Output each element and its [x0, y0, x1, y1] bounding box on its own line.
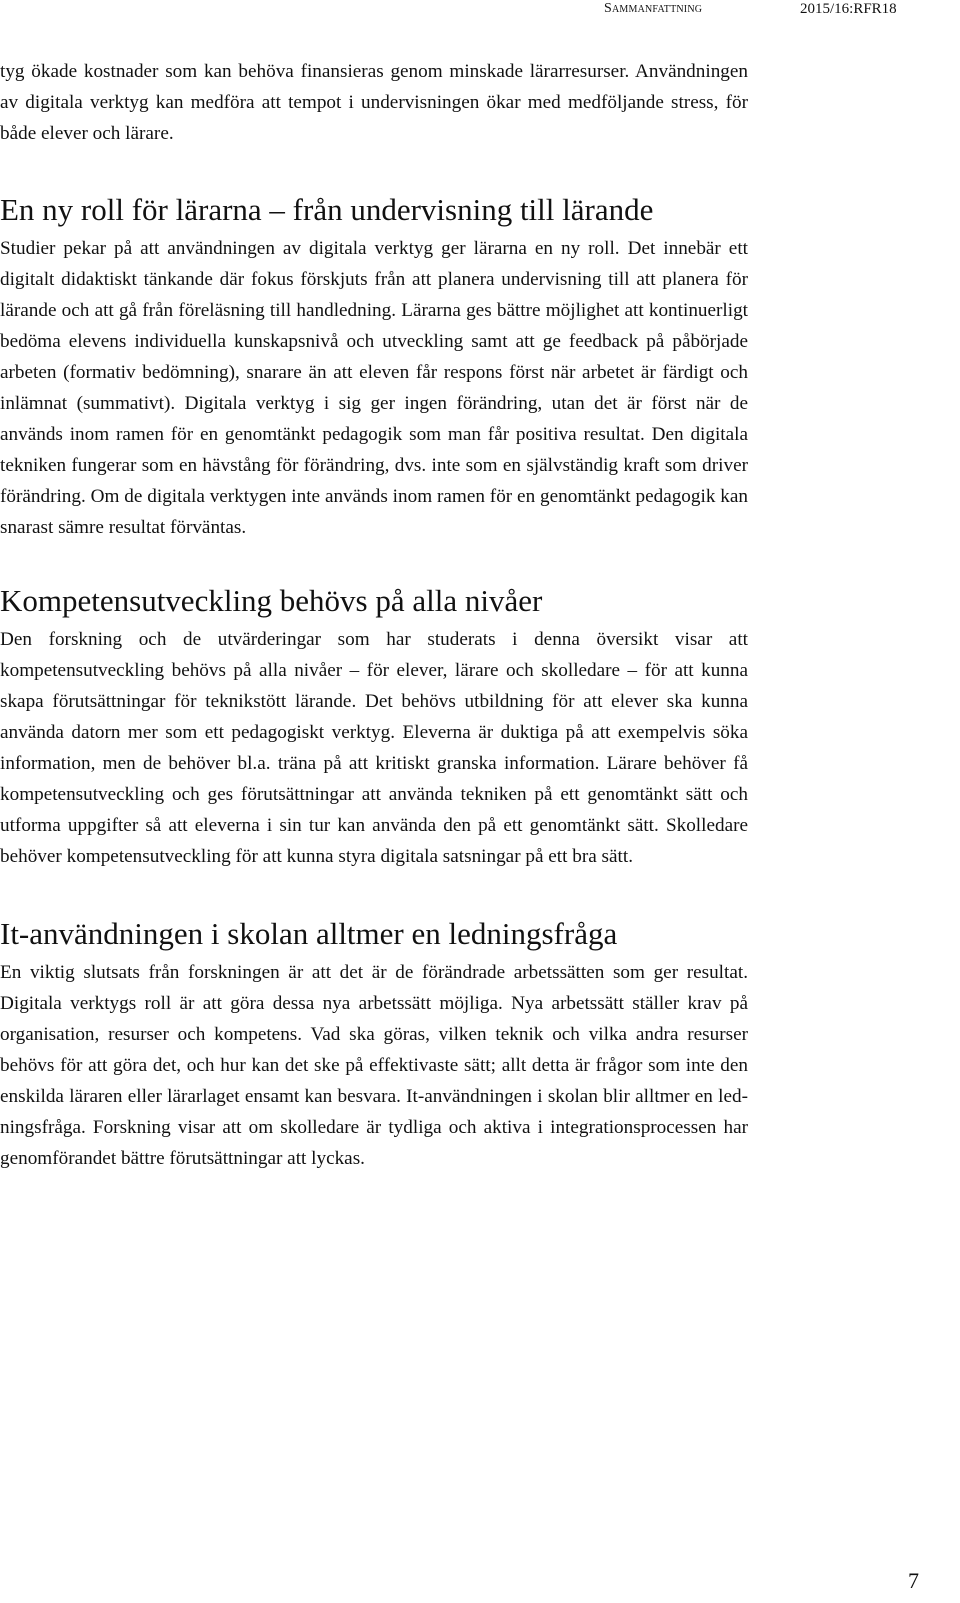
paragraph-new-teacher-role: Studier pekar på att användningen av digitala verktyg ger lärarna en ny roll. Det innebär ett digitalt didaktiskt tänkande där fokus förskjuts från att planera undervisning till att planera för lärande och att gå från föreläsning till handledning. Lärarna ges bättre möjlighet att kontinuerligt bedöma elevens individuella kunskapsnivå och utveckling samt att ge feedback på påbörjade arbeten (formativ bedömning), snarare än att eleven får respons först när arbetet är färdigt och inlämnat (summativt). Digitala verktyg i sig ger ingen förändring, utan det är först när de används inom ramen för en genomtänkt pedagogik som man får positiva resultat. Den digitala tekniken fungerar som en hävstång för förändring, dvs. inte som en självständig kraft som driver förändring. Om de digitala verktygen inte används inom ramen för en genomtänkt pedagogik kan snarast sämre resultat förväntas. [0, 238, 748, 538]
heading-it-leadership: It-användningen i skolan alltmer en ledningsfråga [0, 916, 618, 951]
paragraph-it-leadership: En viktig slutsats från forskningen är att det är de förändrade arbetssätten som ger resultat. Digitala verktygs roll är att göra dessa nya arbetssätt möjliga. Nya arbetssätt ställer krav på organisation, resurser och kompetens. Vad ska göras, vilken teknik och vilka andra resurser behövs för att göra det, och hur kan det ske på effektivaste sätt; allt detta är frågor som inte den enskilda läraren eller lärarlaget ensamt kan besvara. It-användningen i skolan blir alltmer en ledningsfråga. Forskning visar att om skolledare är tydliga och aktiva i integrationsprocessen har genomförandet bättre förutsättningar att lyckas. [0, 962, 748, 1169]
running-header-section: Sammanfattning [604, 1, 703, 16]
paragraph-competence-development: Den forskning och de utvärderingar som har studerats i denna översikt visar att kompetensutveckling behövs på alla nivåer – för elever, lärare och skolledare – för att kunna skapa förutsättningar för teknikstött lärande. Det behövs utbildning för att elever ska kunna använda datorn mer som ett pedagogiskt verktyg. Eleverna är duktiga på att exempelvis söka information, men de behöver bl.a. träna på att kritiskt granska information. Lärare behöver få kompetensutveckling och ges förutsättningar att använda tekniken på ett genomtänkt sätt och utforma uppgifter så att eleverna i sin tur kan använda den på ett genomtänkt sätt. Skolledare behöver kompetensutveckling för att kunna styra digitala satsningar på ett bra sätt. [0, 629, 748, 867]
page-number: 7 [908, 1568, 919, 1593]
heading-new-teacher-role: En ny roll för lärarna – från undervisning till lärande [0, 192, 654, 227]
page-header [0, 0, 960, 18]
heading-competence-development: Kompetensutveckling behövs på alla nivåer [0, 583, 543, 618]
running-header-report-id: 2015/16:RFR18 [800, 1, 897, 17]
intro-paragraph: tyg ökade kostnader som kan behöva finansieras genom minskade lärarresurser. Användningen av digitala verktyg kan medföra att tempot i undervisningen ökar med medföljande stress, för både elever och lärare. [0, 61, 748, 144]
page-body [0, 56, 748, 1174]
